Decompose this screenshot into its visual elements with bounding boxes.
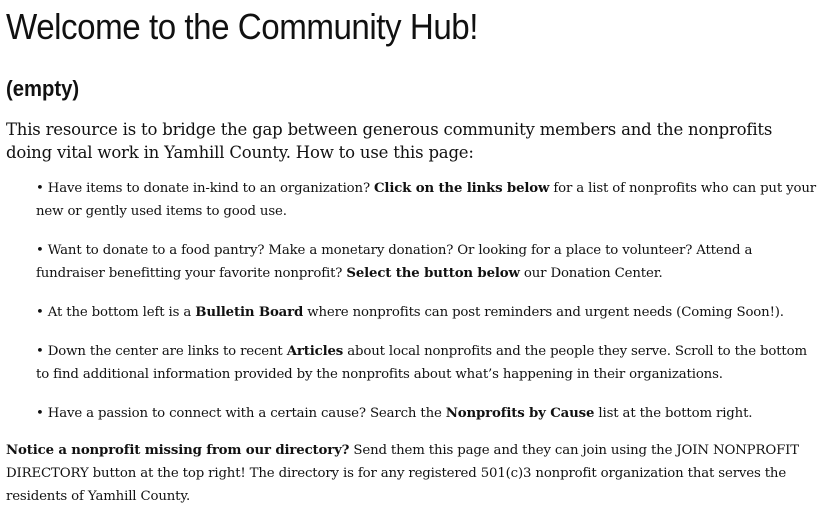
- community-hub-page: [0, 5, 822, 508]
- list-item-text: where nonprofits can post reminders and urgent needs (Coming Soon!).: [303, 305, 784, 320]
- list-item-emphasis: Bulletin Board: [195, 305, 304, 320]
- bullet-glyph: •: [36, 243, 48, 258]
- how-to-use-list: [6, 177, 816, 425]
- list-item-emphasis: Select the button below: [346, 266, 520, 281]
- list-item-text: At the bottom left is a: [47, 305, 196, 320]
- missing-nonprofit-note: [6, 439, 816, 508]
- bullet-glyph: •: [36, 305, 48, 320]
- list-item-text: Have a passion to connect with a certain cause? Search the: [47, 406, 446, 421]
- footer-text: Send them this page and they can join using the JOIN NONPROFIT DIRECTORY button at the top right! The directory is for any registered 501(c)3 nonprofit organization that serves the residents of Yamhill County.: [6, 443, 799, 504]
- list-item: [36, 340, 816, 386]
- page-subtitle: (empty): [6, 76, 80, 101]
- list-item-emphasis: Articles: [286, 344, 344, 359]
- list-item-text: about local nonprofits and the people they serve. Scroll to the bottom to find additional information provided by the nonprofits about what’s happening in their organizations.: [36, 344, 807, 382]
- list-item: [36, 301, 816, 324]
- list-item: [36, 239, 816, 285]
- list-item-text: our Donation Center.: [519, 266, 663, 281]
- list-item-emphasis: Click on the links below: [374, 181, 550, 196]
- list-item-emphasis: Nonprofits by Cause: [445, 406, 595, 421]
- footer-emphasis: Notice a nonprofit missing from our directory?: [6, 443, 350, 458]
- list-item-text: for a list of nonprofits who can put your new or gently used items to good use.: [36, 181, 816, 219]
- list-item-text: Want to donate to a food pantry? Make a monetary donation? Or looking for a place to volunteer? Attend a fundraiser benefitting your favorite nonprofit?: [36, 243, 753, 281]
- bullet-glyph: •: [36, 181, 48, 196]
- bullet-glyph: •: [36, 344, 48, 359]
- list-item-text: Have items to donate in-kind to an organization?: [47, 181, 374, 196]
- list-item: [36, 402, 816, 425]
- list-item-text: list at the bottom right.: [594, 406, 753, 421]
- list-item-text: Down the center are links to recent: [47, 344, 287, 359]
- bullet-glyph: •: [36, 406, 48, 421]
- page-title: Welcome to the Community Hub!: [6, 6, 479, 47]
- list-item: [36, 177, 816, 223]
- intro-paragraph: This resource is to bridge the gap between generous community members and the nonprofits doing vital work in Yamhill County. How to use this page:: [6, 120, 773, 162]
